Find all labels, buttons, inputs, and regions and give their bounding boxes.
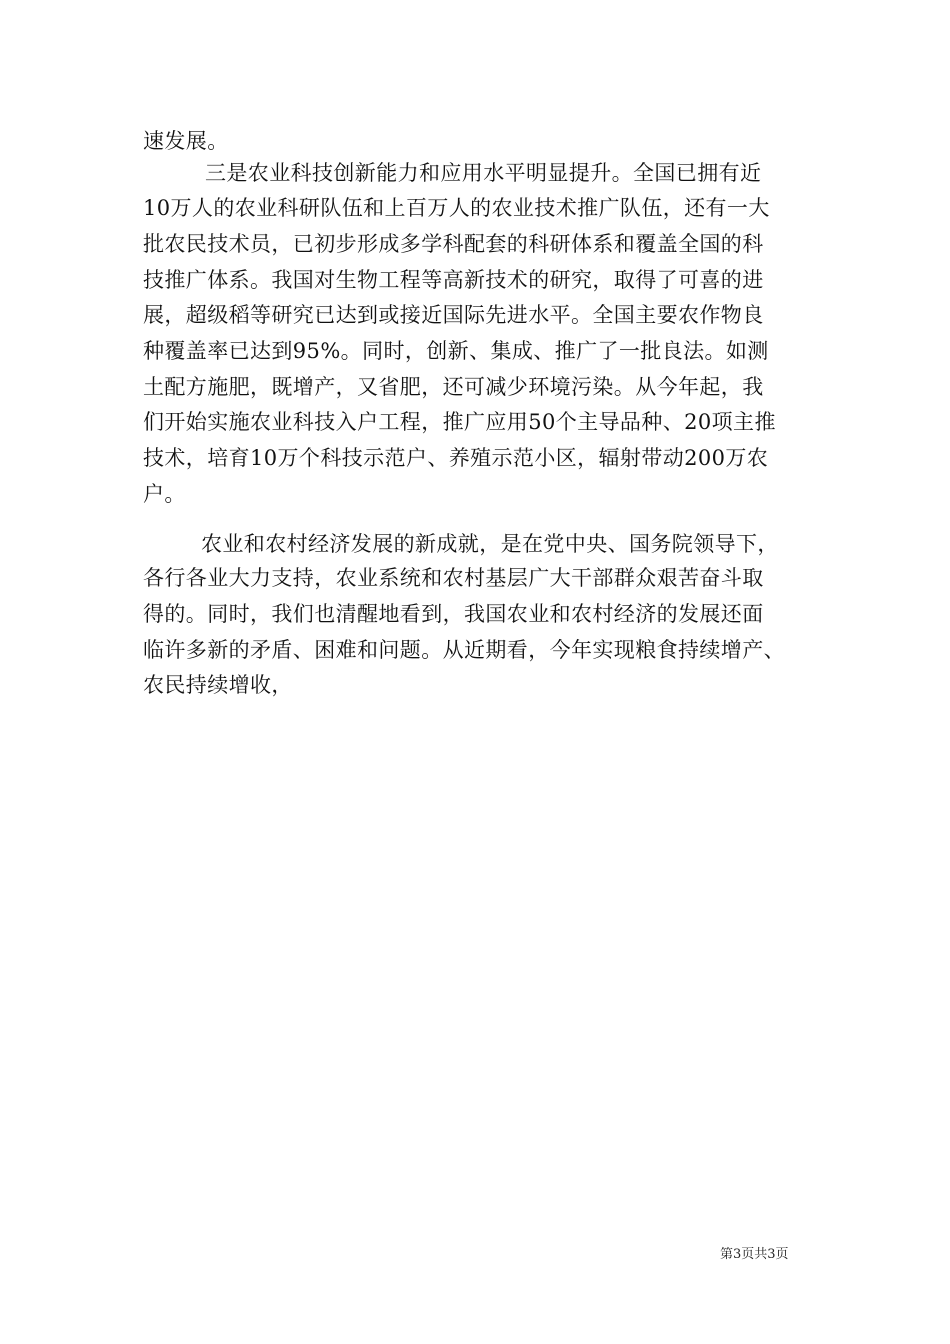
paragraph-line: 种覆盖率已达到95%。同时，创新、集成、推广了一批良法。如测 xyxy=(143,339,769,363)
paragraph-line: 技术，培育10万个科技示范户、养殖示范小区，辐射带动200万农 xyxy=(143,446,769,470)
paragraph-line: 们开始实施农业科技入户工程，推广应用50个主导品种、20项主推 xyxy=(143,410,776,434)
paragraph-line: 得的。同时，我们也清醒地看到，我国农业和农村经济的发展还面 xyxy=(143,602,764,626)
paragraph-line: 10万人的农业科研队伍和上百万人的农业技术推广队伍，还有一大 xyxy=(143,196,770,220)
paragraph-line: 农业和农村经济发展的新成就，是在党中央、国务院领导下， xyxy=(201,532,779,556)
paragraph-line: 技推广体系。我国对生物工程等高新技术的研究，取得了可喜的进 xyxy=(143,268,764,292)
page-number-footer: 第3页共3页 xyxy=(720,1247,789,1262)
paragraph-line: 户。 xyxy=(143,482,186,506)
paragraph-line: 展，超级稻等研究已达到或接近国际先进水平。全国主要农作物良 xyxy=(143,303,764,327)
paragraph-line: 临许多新的矛盾、困难和问题。从近期看，今年实现粮食持续增产、 xyxy=(143,638,785,662)
paragraph-line: 土配方施肥，既增产，又省肥，还可减少环境污染。从今年起，我 xyxy=(143,375,764,399)
paragraph-line: 速发展。 xyxy=(143,129,229,153)
paragraph-line: 农民持续增收， xyxy=(143,673,293,697)
paragraph-line: 批农民技术员，已初步形成多学科配套的科研体系和覆盖全国的科 xyxy=(143,232,764,256)
paragraph-line: 各行各业大力支持，农业系统和农村基层广大干部群众艰苦奋斗取 xyxy=(143,566,764,590)
paragraph-line: 三是农业科技创新能力和应用水平明显提升。全国已拥有近 xyxy=(205,161,762,185)
